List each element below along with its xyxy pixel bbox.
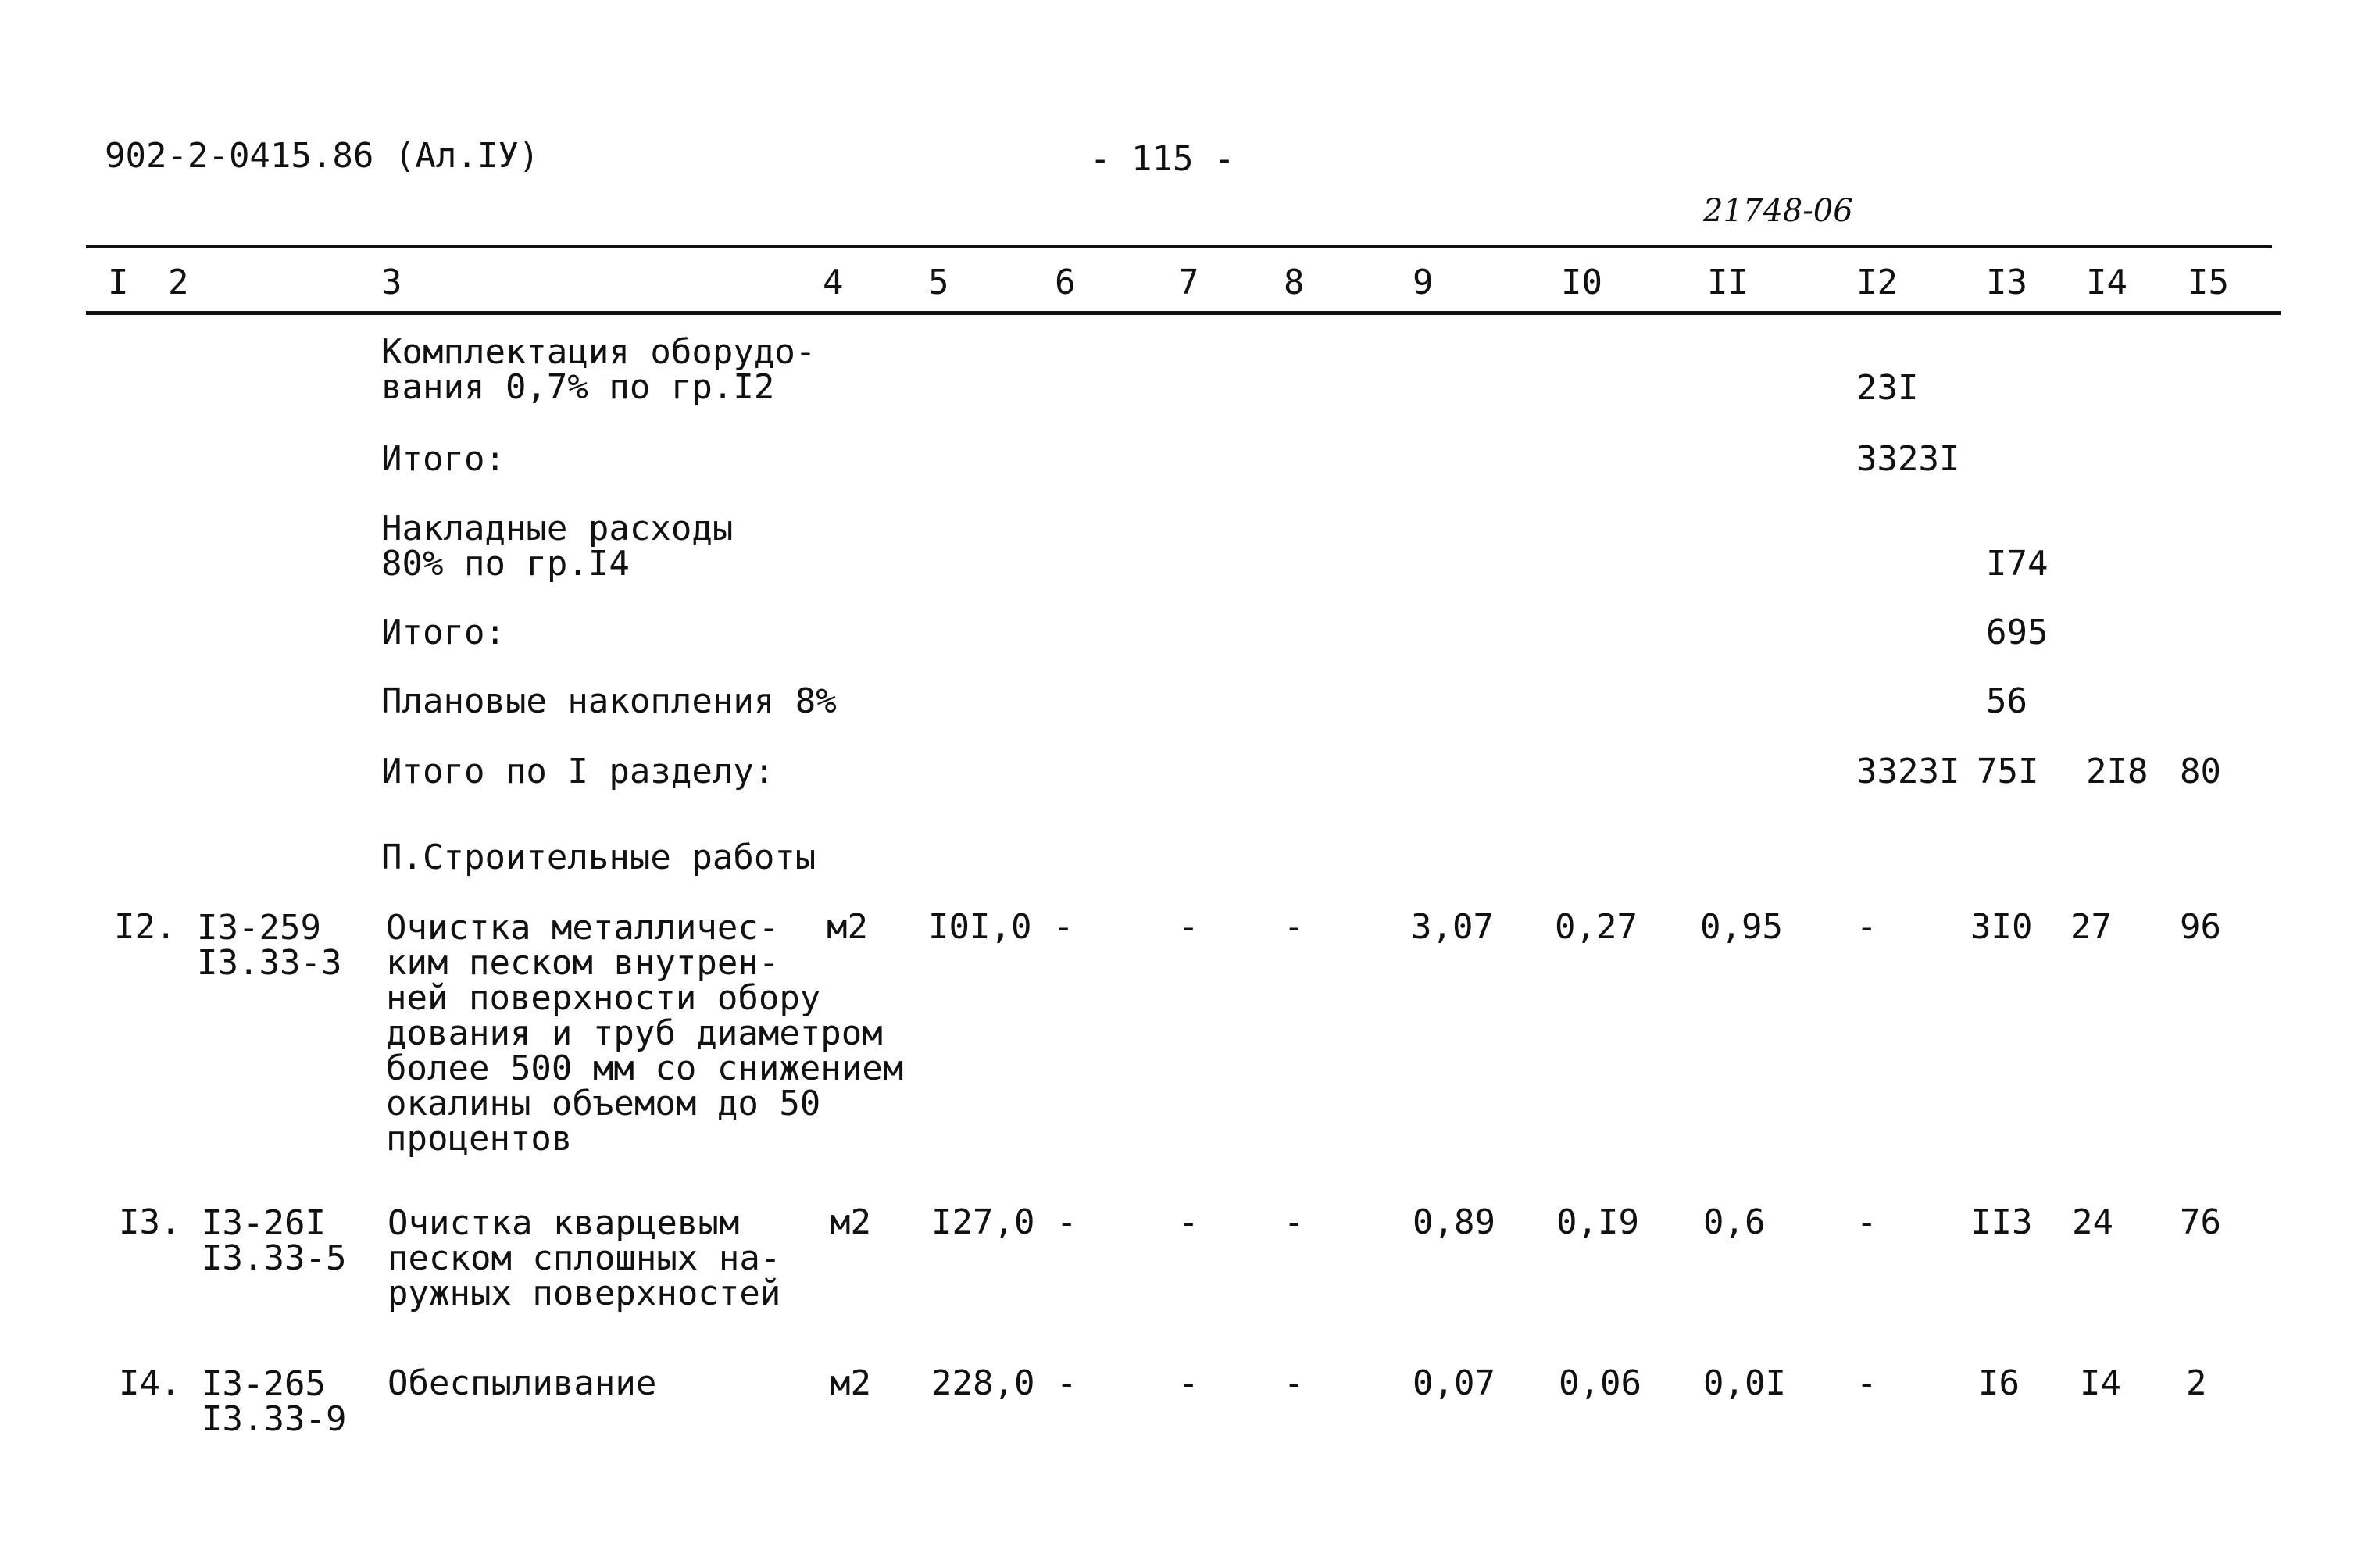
unit: м2 [830, 1363, 871, 1403]
col-header-5: 5 [928, 263, 949, 302]
cell-col7: - [1178, 1363, 1199, 1403]
cell-col9: 0,07 [1413, 1363, 1495, 1403]
summary-label: Итого: [381, 439, 505, 479]
norm-code: I3-26I I3.33-5 [202, 1203, 347, 1278]
col-header-8: 8 [1284, 263, 1305, 302]
cell-col8: - [1284, 1202, 1305, 1242]
cell-col6: - [1053, 907, 1074, 947]
page-number: - 115 - [1090, 139, 1235, 179]
cell-col7: - [1178, 1202, 1199, 1242]
cell-col12: - [1856, 1363, 1877, 1403]
cell-col15: 96 [2180, 907, 2221, 947]
cell-col10: 0,06 [1559, 1363, 1641, 1403]
cell-col13: I6 [1978, 1363, 2020, 1403]
cell-col11: 0,95 [1700, 907, 1783, 947]
cell-col12: 3323I [1856, 752, 1960, 791]
col-header-6: 6 [1055, 263, 1076, 302]
col-header-3: 3 [381, 263, 402, 302]
col-header-4: 4 [823, 263, 844, 302]
cell-col13: 56 [1986, 681, 2027, 721]
cell-col8: - [1284, 907, 1305, 947]
cell-col14: I4 [2080, 1363, 2121, 1403]
col-header-1: I [108, 263, 129, 302]
quantity: 228,0 [931, 1363, 1035, 1403]
cell-col15: 76 [2180, 1202, 2221, 1242]
col-header-13: I3 [1986, 263, 2027, 302]
cell-col9: 0,89 [1413, 1202, 1495, 1242]
row-number: I3. [119, 1202, 181, 1242]
cell-col13: I74 [1986, 544, 2049, 584]
col-header-11: II [1707, 263, 1749, 302]
unit: м2 [827, 907, 868, 947]
cell-col8: - [1284, 1363, 1305, 1403]
cell-col12: 3323I [1856, 439, 1960, 479]
col-header-15: I5 [2188, 263, 2229, 302]
cell-col11: 0,6 [1703, 1202, 1766, 1242]
norm-code: I3-265 I3.33-9 [202, 1364, 347, 1439]
cell-col13: 75I [1977, 752, 2039, 791]
col-header-12: I2 [1856, 263, 1898, 302]
work-description: Очистка кварцевым песком сплошных на- ружных поверхностей [388, 1203, 781, 1313]
col-header-2: 2 [168, 263, 189, 302]
work-description: Очистка металличес- ким песком внутрен- ней поверхности обору дования и труб диаметром более 500 мм со снижением окалины объемом до 50 процентов [386, 908, 904, 1159]
row-number: I2. [114, 907, 177, 947]
cell-col13: 3I0 [1970, 907, 2033, 947]
summary-label: Итого по I разделу: [381, 752, 775, 791]
section-title: П.Строительные работы [381, 838, 816, 877]
cell-col14: 24 [2072, 1202, 2113, 1242]
cell-col12: 23I [1856, 368, 1919, 408]
cell-col13: II3 [1970, 1202, 2033, 1242]
summary-label: Плановые накопления 8% [381, 681, 837, 721]
cell-col9: 3,07 [1411, 907, 1494, 947]
quantity: I27,0 [931, 1202, 1035, 1242]
table-header-rule [86, 311, 2281, 315]
unit: м2 [830, 1202, 871, 1242]
cell-col6: - [1056, 1363, 1077, 1403]
cell-col6: - [1056, 1202, 1077, 1242]
cell-col14: 2I8 [2086, 752, 2149, 791]
cell-col15: 2 [2186, 1363, 2207, 1403]
row-number: I4. [119, 1363, 181, 1403]
cell-col14: 27 [2070, 907, 2112, 947]
summary-label: Итого: [381, 613, 505, 652]
cell-col12: - [1856, 907, 1877, 947]
col-header-7: 7 [1178, 263, 1199, 302]
table-top-rule [86, 245, 2272, 248]
col-header-9: 9 [1413, 263, 1434, 302]
col-header-14: I4 [2086, 263, 2127, 302]
summary-label: Накладные расходы 80% по гр.I4 [381, 509, 734, 584]
cell-col13: 695 [1986, 613, 2049, 652]
summary-label: Комплектация оборудо- вания 0,7% по гр.I2 [381, 332, 816, 407]
work-description: Обеспыливание [388, 1363, 657, 1403]
cell-col12: - [1856, 1202, 1877, 1242]
cell-col10: 0,27 [1555, 907, 1638, 947]
cell-col7: - [1178, 907, 1199, 947]
quantity: I0I,0 [928, 907, 1032, 947]
handwritten-reference: 21748-06 [1703, 193, 1853, 229]
cell-col15: 80 [2180, 752, 2221, 791]
cell-col10: 0,I9 [1556, 1202, 1639, 1242]
norm-code: I3-259 I3.33-3 [197, 908, 342, 983]
col-header-10: I0 [1561, 263, 1602, 302]
cell-col11: 0,0I [1703, 1363, 1786, 1403]
document-code: 902-2-0415.86 (Ал.IУ) [105, 136, 540, 176]
